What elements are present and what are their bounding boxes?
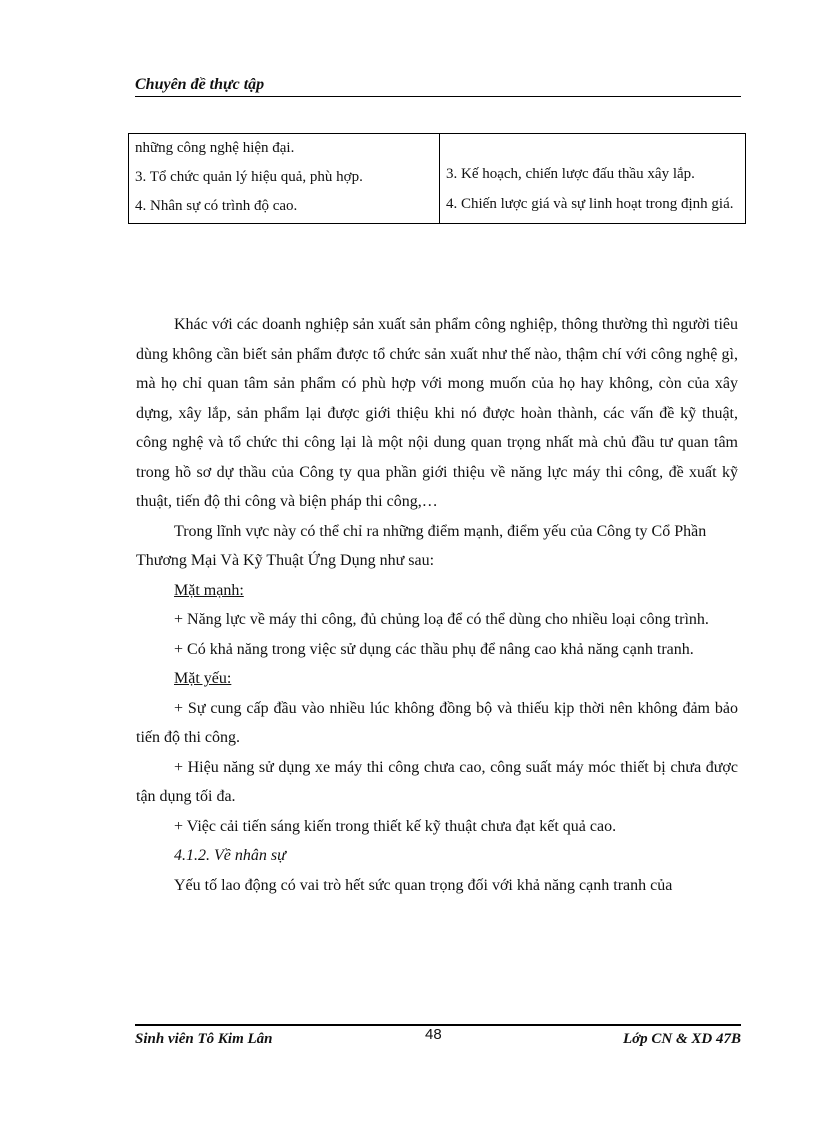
comparison-table xyxy=(128,133,746,224)
weakness-item: + Hiệu năng sử dụng xe máy thi công chưa cao, công suất máy móc thiết bị chưa được tận dụng tối đa. xyxy=(136,758,738,805)
table-cell-right xyxy=(440,134,746,224)
page-footer xyxy=(135,1024,741,1052)
weaknesses-heading xyxy=(136,664,738,694)
strengths-heading-text: Mặt mạnh: xyxy=(174,581,244,599)
footer-class: Lớp CN & XD 47B xyxy=(622,1031,741,1047)
paragraph-labor: Yếu tố lao động có vai trò hết sức quan trọng đối với khả năng cạnh tranh của xyxy=(174,876,673,894)
page-header xyxy=(135,76,741,97)
paragraph-lead: Trong lĩnh vực này có thể chỉ ra những điểm mạnh, điểm yếu của Công ty Cổ Phần Thương Mại Và Kỹ Thuật Ứng Dụng như sau: xyxy=(136,522,707,569)
left-line-3: 4. Nhân sự có trình độ cao. xyxy=(135,198,298,214)
body-content xyxy=(136,310,738,900)
right-line-2: 4. Chiến lược giá và sự linh hoạt trong định giá. xyxy=(446,196,734,212)
table-row xyxy=(129,134,746,224)
left-line-2: 3. Tổ chức quản lý hiệu quả, phù hợp. xyxy=(135,169,363,185)
weakness-item: + Việc cải tiến sáng kiến trong thiết kế kỹ thuật chưa đạt kết quả cao. xyxy=(174,817,617,835)
paragraph-intro: Khác với các doanh nghiệp sản xuất sản phẩm công nghiệp, thông thường thì người tiêu dùng không cần biết sản phẩm được tổ chức sản xuất như thế nào, thậm chí với công nghệ gì, mà họ chỉ quan tâm sản phẩm có phù hợp với mong muốn của họ hay không, còn của xây dựng, xây lắp, sản phẩm lại được giới thiệu khi nó được hoàn thành, các vấn đề kỹ thuật, công nghệ và tổ chức thi công lại là một nội dung quan trọng nhất mà chủ đầu tư quan tâm trong hồ sơ dự thầu của Công ty qua phần giới thiệu về năng lực máy thi công, đề xuất kỹ thuật, tiến độ thi công và biện pháp thi công,… xyxy=(136,316,738,510)
section-heading: 4.1.2. Về nhân sự xyxy=(174,847,286,864)
strength-item: + Có khả năng trong việc sử dụng các thầu phụ để nâng cao khả năng cạnh tranh. xyxy=(174,640,694,658)
left-line-1: những công nghệ hiện đại. xyxy=(135,140,295,156)
weaknesses-heading-text: Mặt yếu: xyxy=(174,670,232,687)
strength-item: + Năng lực về máy thi công, đủ chủng loạ để có thể dùng cho nhiều loại công trình. xyxy=(174,611,709,628)
strengths-heading xyxy=(136,576,738,606)
page-number: 48 xyxy=(425,1026,442,1043)
table-cell-left xyxy=(129,134,440,224)
footer-student: Sinh viên Tô Kim Lân xyxy=(135,1031,273,1047)
weakness-item: + Sự cung cấp đầu vào nhiều lúc không đồng bộ và thiếu kịp thời nên không đảm bảo tiến độ thi công. xyxy=(136,699,738,746)
right-line-1: 3. Kế hoạch, chiến lược đấu thầu xây lắp. xyxy=(446,166,695,182)
header-title: Chuyên đề thực tập xyxy=(135,76,265,93)
